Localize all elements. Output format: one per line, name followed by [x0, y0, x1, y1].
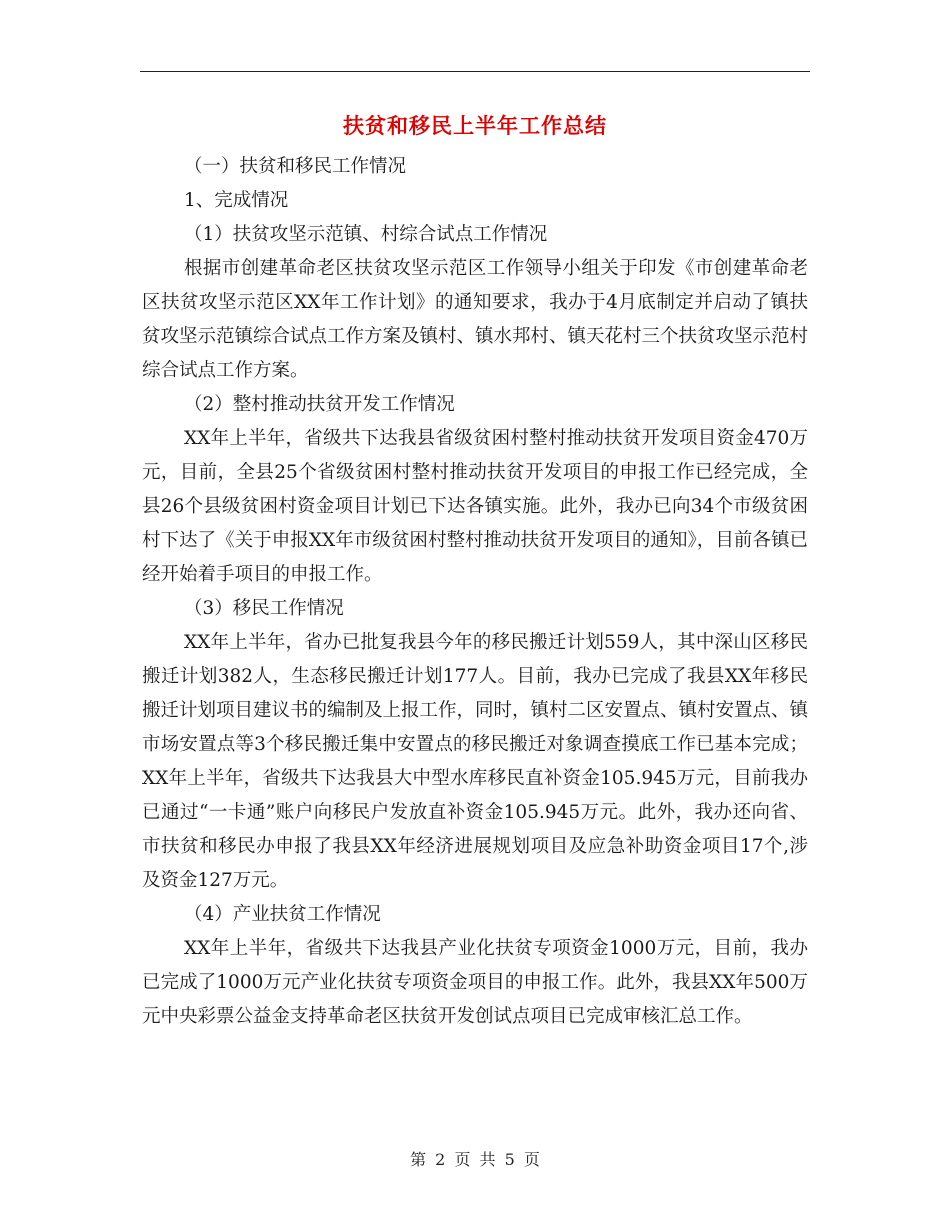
- page-number-footer: 第 2 页 共 5 页: [410, 1150, 540, 1169]
- body-paragraph: XX年上半年，省办已批复我县今年的移民搬迁计划559人，其中深山区移民搬迁计划382人，生态移民搬迁计划177人。目前，我办已完成了我县XX年移民搬迁计划项目建议书的编制及上报工作，同时，镇村二区安置点、镇村安置点、镇市场安置点等3个移民搬迁集中安置点的移民搬迁对象调查摸底工作已基本完成；XX年上半年，省级共下达我县大中型水库移民直补资金105.945万元，目前我办已通过“一卡通”账户向移民户发放直补资金105.945万元。此外，我办还向省、市扶贫和移民办申报了我县XX年经济进展规划项目及应急补助资金项目17个,涉及资金127万元。: [142, 632, 809, 891]
- body-paragraph: XX年上半年，省级共下达我县省级贫困村整村推动扶贫开发项目资金470万元，目前，全县25个省级贫困村整村推动扶贫开发项目的申报工作已经完成，全县26个县级贫困村资金项目计划已下达各镇实施。此外，我办已向34个市级贫困村下达了《关于申报XX年市级贫困村整村推动扶贫开发项目的通知》，目前各镇已经开始着手项目的申报工作。: [142, 428, 808, 585]
- document-title: 扶贫和移民上半年工作总结: [343, 113, 607, 138]
- item-heading: （1）扶贫攻坚示范镇、村综合试点工作情况: [184, 224, 548, 245]
- header-rule: [140, 71, 810, 72]
- item-heading: （2）整村推动扶贫开发工作情况: [184, 394, 455, 415]
- body-paragraph: XX年上半年，省级共下达我县产业化扶贫专项资金1000万元，目前，我办已完成了1000万元产业化扶贫专项资金项目的申报工作。此外，我县XX年500万元中央彩票公益金支持革命老区扶贫开发创试点项目已完成审核汇总工作。: [142, 938, 808, 1027]
- section-heading: （一）扶贫和移民工作情况: [184, 156, 407, 177]
- body-paragraph: 根据市创建革命老区扶贫攻坚示范区工作领导小组关于印发《市创建革命老区扶贫攻坚示范区XX年工作计划》的通知要求，我办于4月底制定并启动了镇扶贫攻坚示范镇综合试点工作方案及镇村、镇水邦村、镇天花村三个扶贫攻坚示范村综合试点工作方案。: [142, 258, 809, 381]
- document-body: [142, 150, 808, 1034]
- item-heading: （4）产业扶贫工作情况: [184, 904, 381, 925]
- item-heading: （3）移民工作情况: [184, 598, 344, 619]
- subsection-heading: 1、完成情况: [184, 190, 289, 211]
